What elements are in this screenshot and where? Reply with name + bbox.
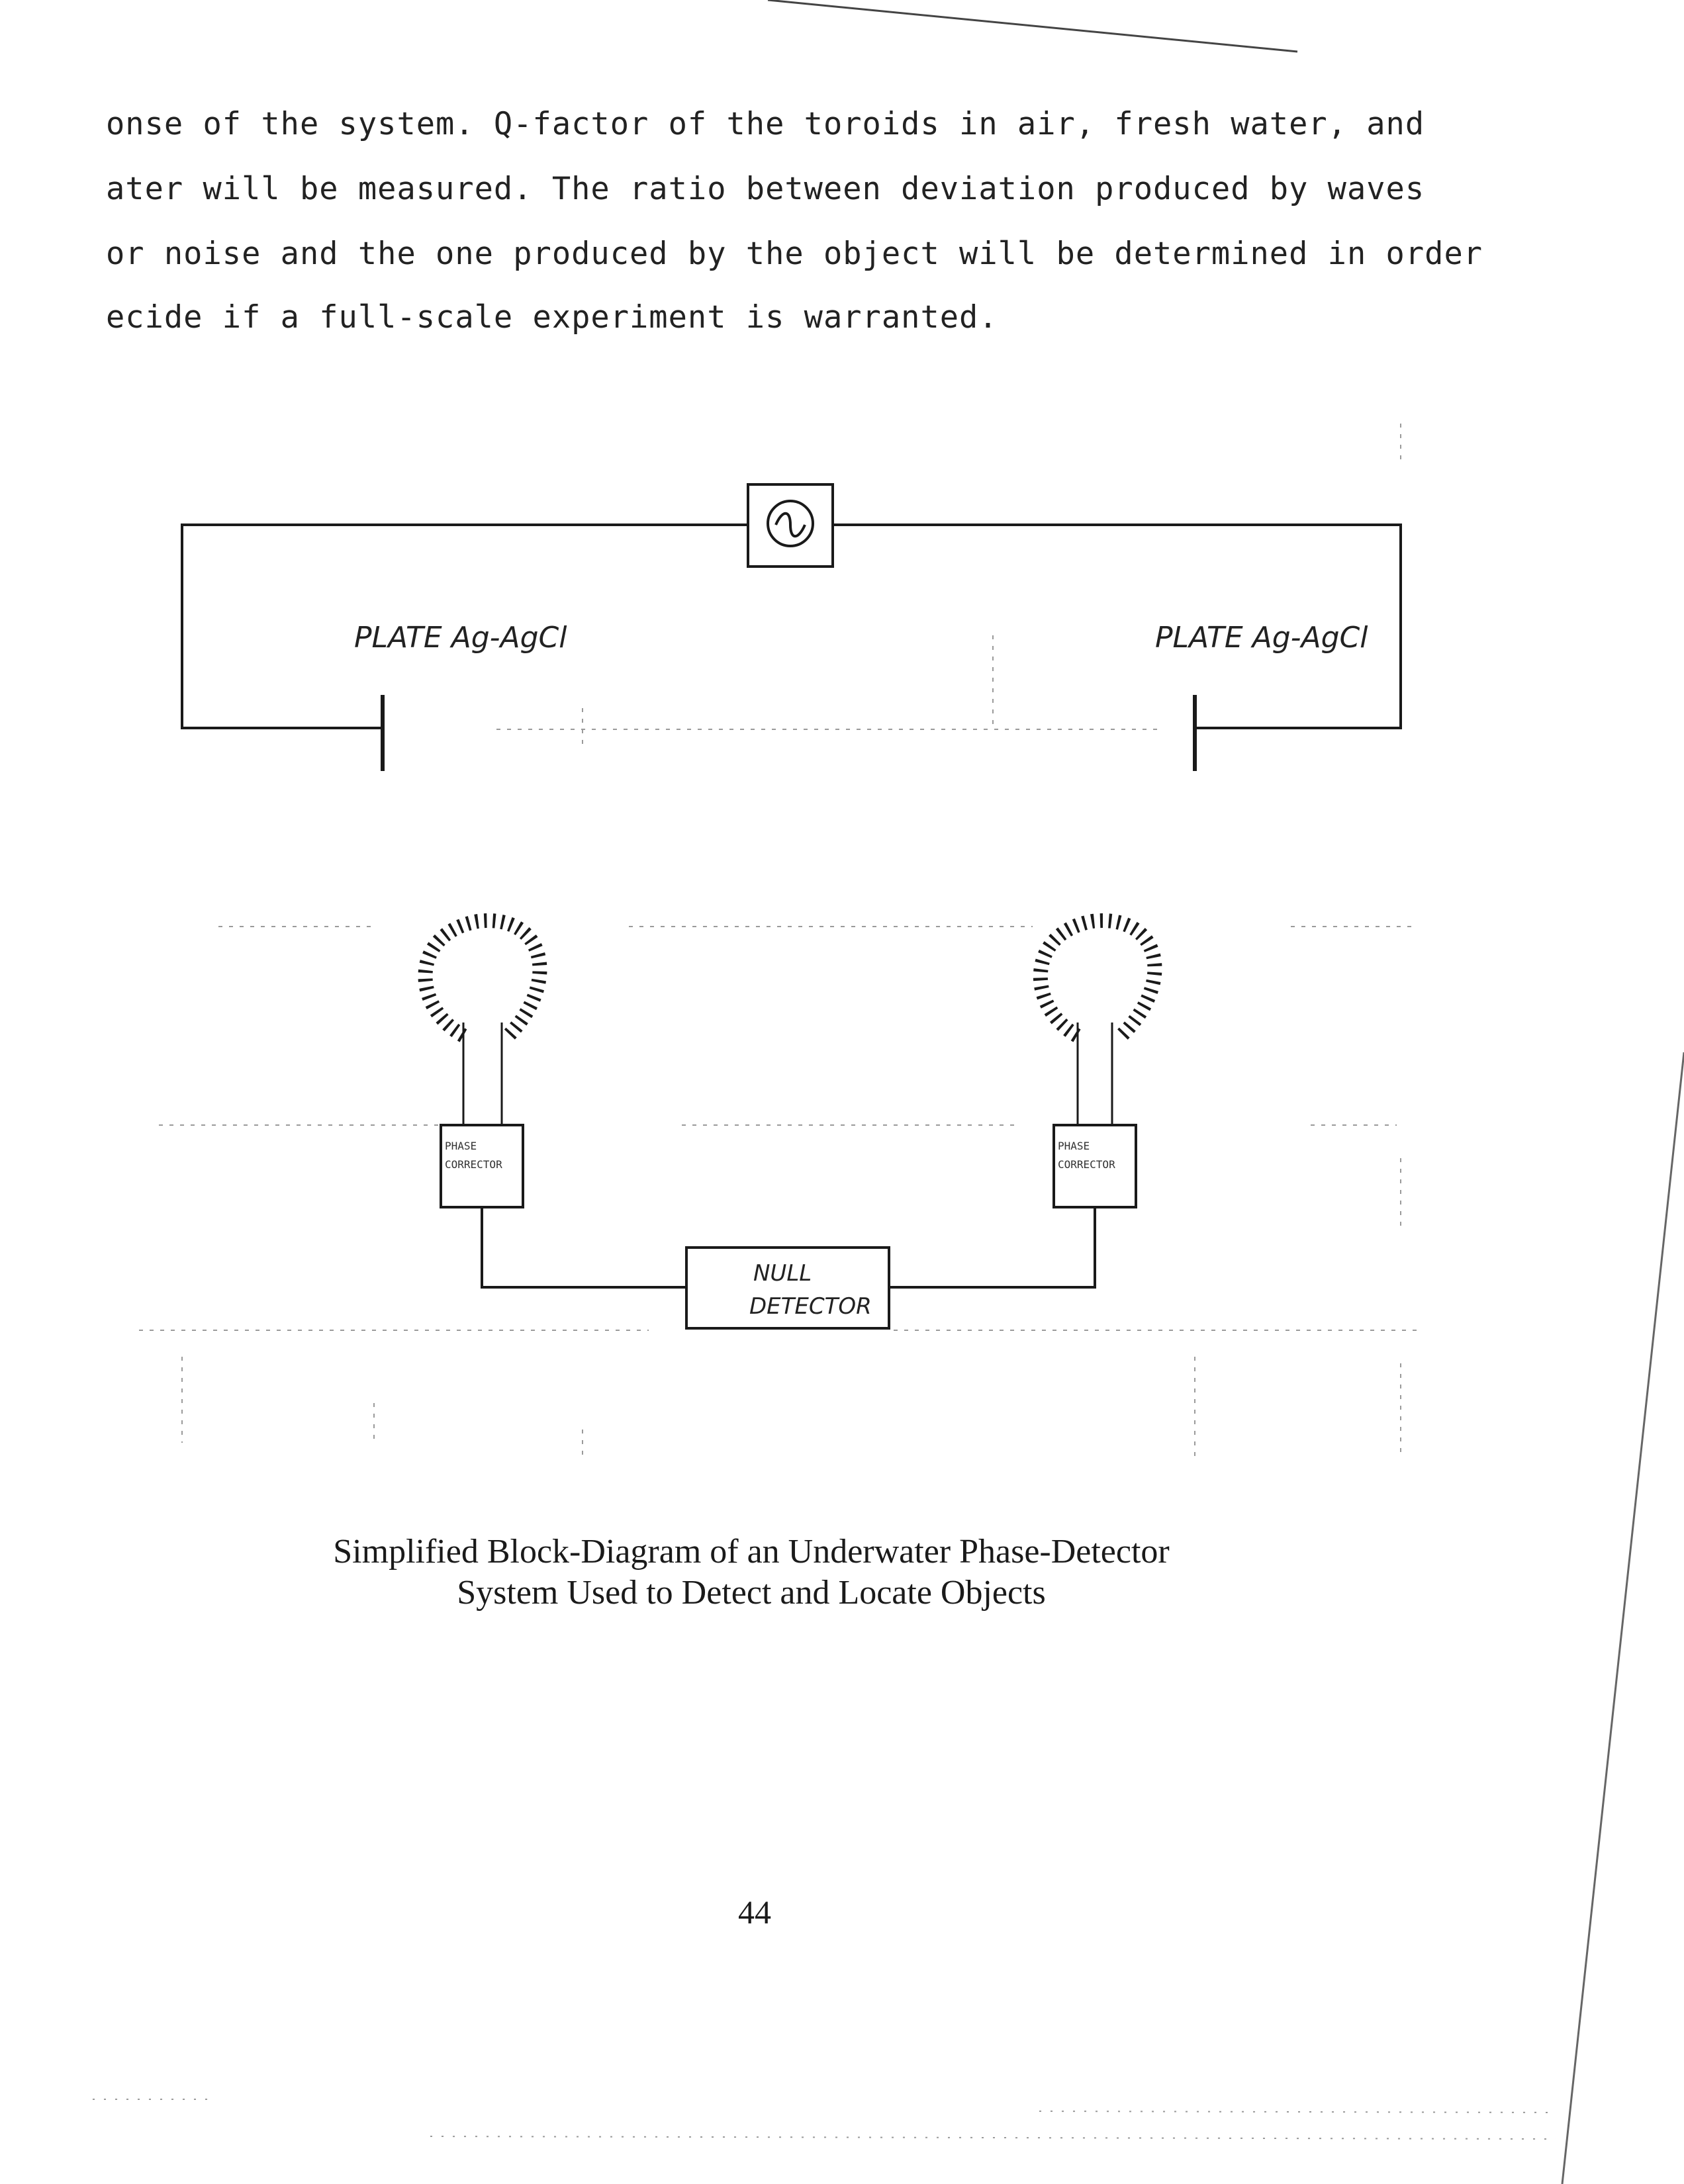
plate-right-label: PLATE Ag-AgCl [1155,621,1368,655]
body-text-line-2: ater will be measured. The ratio between deviation produced by waves [106,171,1425,207]
phase-corrector-left-line-2: CORRECTOR [445,1158,502,1171]
toroid-right [1041,921,1155,1125]
phase-corrector-left-line-1: PHASE [445,1140,477,1152]
toroid-left [426,921,540,1125]
body-text-line-4: ecide if a full-scale experiment is warranted. [106,299,998,336]
null-detector-line-2: DETECTOR [749,1293,872,1320]
paper-edge-top [768,0,1297,52]
null-detector-line-1: NULL [753,1260,812,1287]
figure-caption-line-1: Simplified Block-Diagram of an Underwater Phase-Detector [333,1533,1170,1570]
body-text-line-1: onse of the system. Q-factor of the toroids in air, fresh water, and [106,106,1425,142]
phase-corrector-right-line-2: CORRECTOR [1058,1158,1115,1171]
plate-left-label: PLATE Ag-AgCl [354,621,567,655]
body-text-line-3: or noise and the one produced by the object will be determined in order [106,236,1483,272]
paper-edge [1562,1052,1684,2184]
phase-corrector-right-line-1: PHASE [1058,1140,1090,1152]
scan-bottom-dash [93,2099,1556,2139]
figure-caption-line-2: System Used to Detect and Locate Objects [457,1574,1046,1612]
page-number: 44 [738,1893,771,1931]
